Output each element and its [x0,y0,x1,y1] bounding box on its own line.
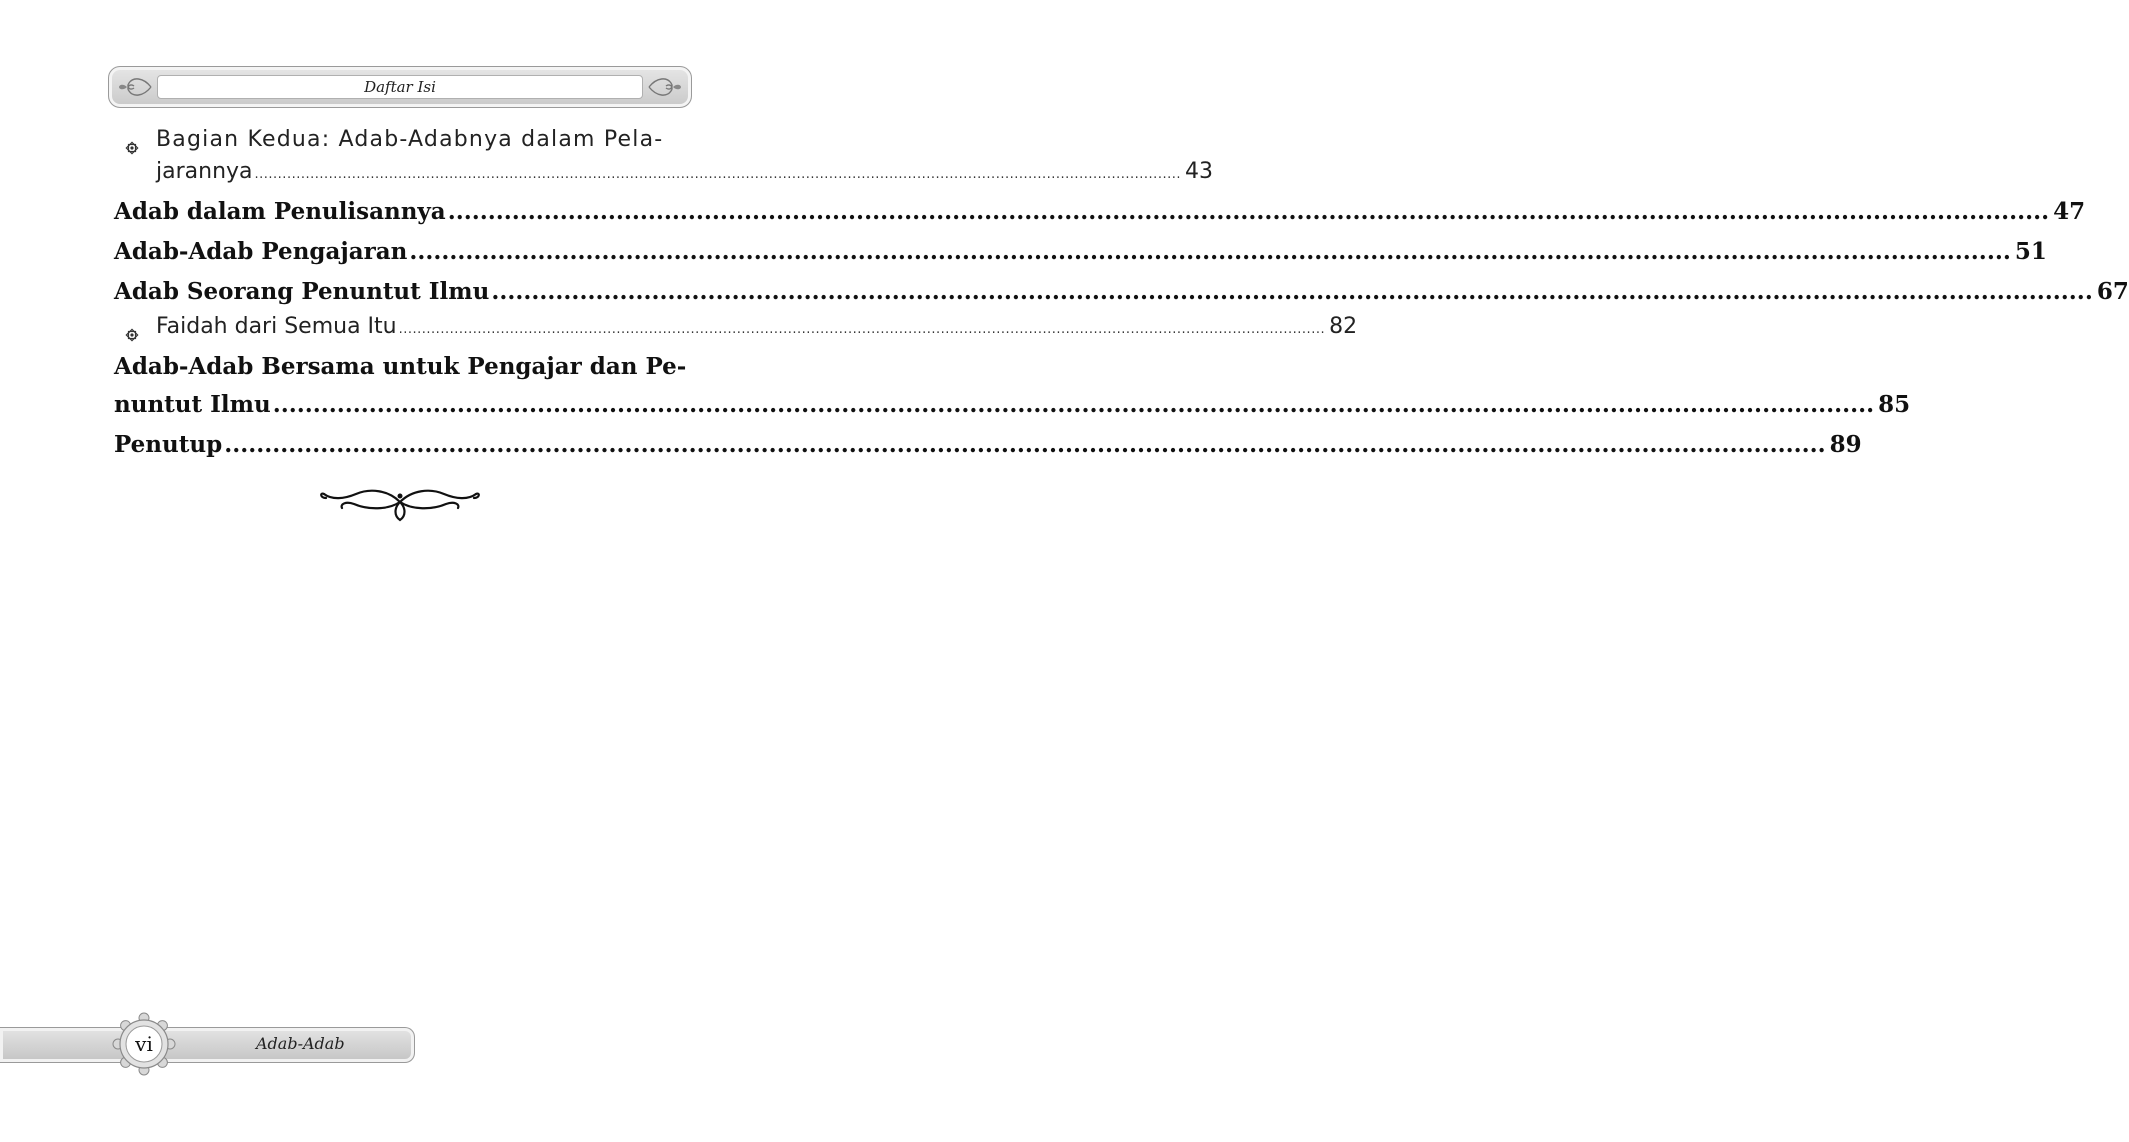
toc-entry-title: Penutup [114,431,223,458]
flourish-divider-icon [318,480,482,524]
dot-leader: ........................................................................................................................................................................................................ [491,278,2093,305]
toc-entry[interactable] [114,124,1213,191]
toc-entry-title: Faidah dari Semua Itu [156,314,397,339]
toc-entry[interactable] [114,311,1358,346]
dot-leader: ........................................................................................................................................................................................................ [447,198,2050,225]
toc-page-number: 51 [2014,238,2047,265]
toc-page-number: 89 [1829,431,1862,458]
toc-entry-title: Adab-Adab Bersama untuk Pengajar dan Pe- [114,353,687,380]
toc-entry-title: Bagian Kedua: Adab-Adabnya dalam Pela- [156,127,664,152]
toc-entry-title: Adab dalam Penulisannya [114,198,446,225]
table-of-contents [114,124,2129,464]
toc-entry-title: nuntut Ilmu [114,391,271,418]
header-label-box [157,75,643,99]
dot-leader: ........................................................................................................................................................................................................ [254,167,1181,182]
header-flourish-right-icon [645,73,685,101]
toc-entry[interactable] [114,273,2129,311]
toc-entry-title: Adab Seorang Penuntut Ilmu [114,278,490,305]
toc-entry[interactable] [114,426,1862,464]
dot-leader: ........................................................................................................................................................................................................ [409,238,2011,265]
dot-leader: ........................................................................................................................................................................................................ [272,391,1875,418]
toc-page-number: 85 [1878,391,1911,418]
toc-page-number: 67 [2096,278,2129,305]
page-number: vi [135,1032,153,1056]
dot-leader: ........................................................................................................................................................................................................ [398,322,1326,337]
running-footer [0,1027,415,1063]
toc-page-number: 43 [1184,159,1213,184]
toc-entry[interactable] [114,233,2047,271]
header-title: Daftar Isi [364,78,436,96]
dot-leader: ........................................................................................................................................................................................................ [224,431,1826,458]
header-flourish-left-icon [115,73,155,101]
footer-book-title: Adab-Adab [256,1034,345,1053]
toc-entry-title: jarannya [156,159,253,184]
toc-entry-title: Adab-Adab Pengajaran [114,238,408,265]
toc-entry[interactable] [114,348,1911,424]
ornament-bullet-icon [124,134,140,150]
toc-page-number: 82 [1329,314,1358,339]
ornament-bullet-icon [124,321,140,337]
toc-page-number: 47 [2053,198,2086,225]
running-header [108,66,692,108]
toc-entry[interactable] [114,193,2086,231]
